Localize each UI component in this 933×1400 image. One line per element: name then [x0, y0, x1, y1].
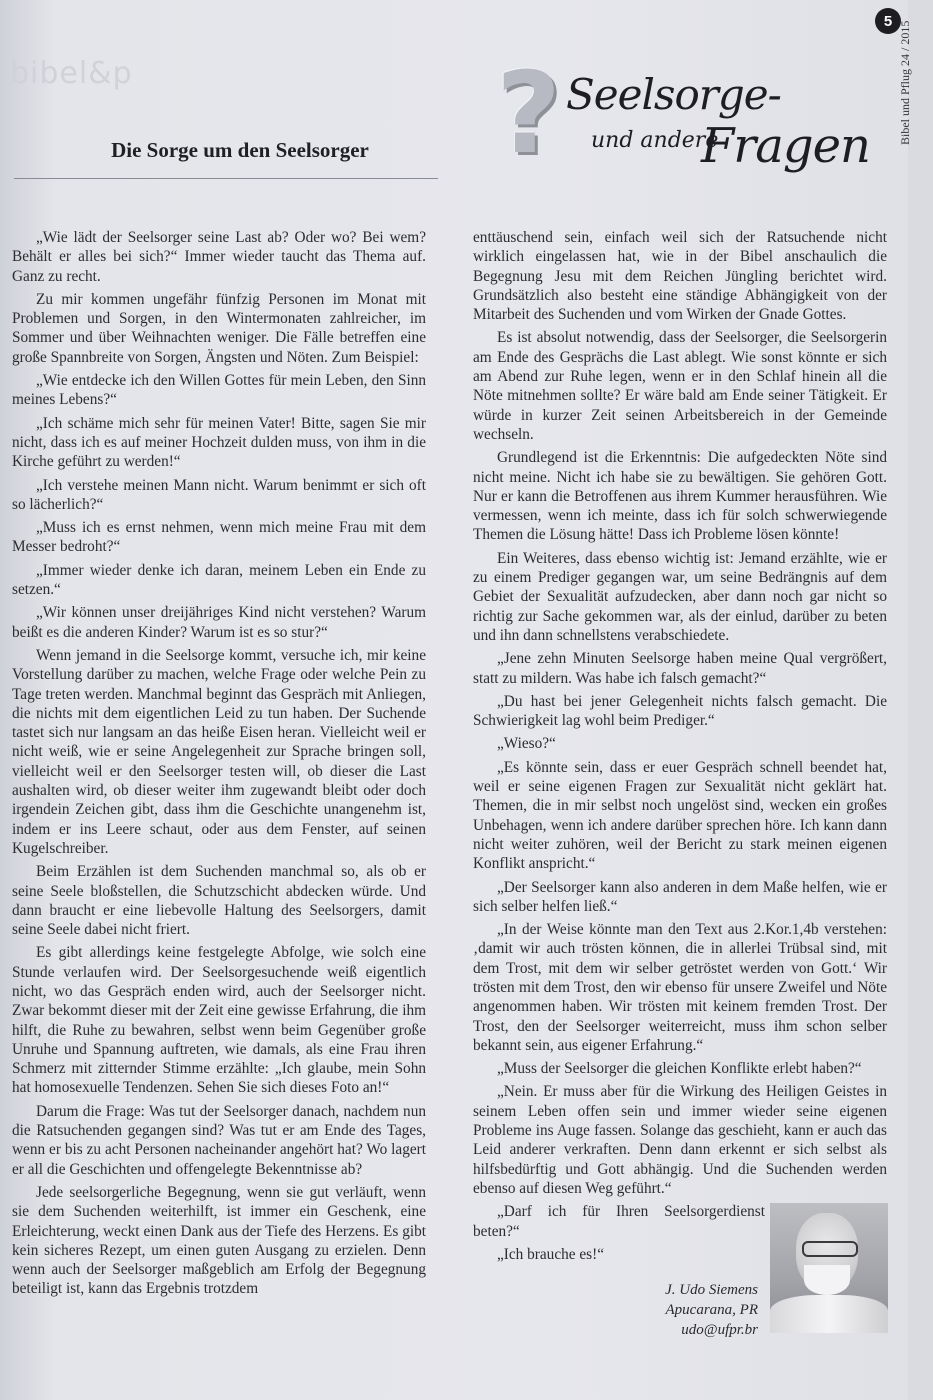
paragraph: enttäuschend sein, einfach weil sich der Ratsuchende nicht wirklich eingelassen hat, wie in der Bibel anschaulich die Begegnung Jesu mit dem Reichen Jüngling berichtet wird. Grundsätzlich also besteht eine ständige Abhängigkeit von der Mitarbeit des Suchenden und vom Wirken der Gnade Gottes. [473, 229, 887, 324]
paragraph: „In der Weise könnte man den Text aus 2.Kor.1,4b verstehen: ‚damit wir auch trösten können, die in allerlei Trübsal sind, mit dem Trost, mit dem wir selber getröstet werden von Gott.‘ Wir trösten mit dem Trost, den wir ebenso für unsere Zweifel und Nöte angenommen haben. Wir trösten mit keinem fremden Trost. Der Trost, den der Seelsorger weiterreicht, muss ihm schon selber bekannt sein, aus eigener Erfahrung.“ [473, 921, 887, 1054]
author-email: udo@ufpr.br [681, 1322, 758, 1338]
paragraph: Ein Weiteres, dass ebenso wichtig ist: Jemand erzählte, wie er zu einem Prediger gegangen war, um seine Bedrängnis auf dem Gebiet der Sexualität aufzudecken, aber dann noch gar nicht so richtig zur Sache gekommen war, als der einlud, darüber zu beten und ihn dann schnellstens verabschiedete. [473, 549, 887, 644]
paragraph: „Muss der Seelsorger die gleichen Konflikte erlebt haben?“ [497, 1060, 862, 1078]
author-location: Apucarana, PR [665, 1302, 758, 1318]
paragraph: Grundlegend ist die Erkenntnis: Die aufgedeckten Nöte sind nicht meine. Nicht ich habe sie zu bewältigen. Sie gehören Gott. Nur er kann die Betroffenen aus ihrem Kummer herausführen. Wie vermessen, wenn ich meinte, dass ich für solch schwerwiegende Themen die Lösung hätte! Dass ich Probleme lösen könnte! [473, 449, 887, 544]
paragraph: Beim Erzählen ist dem Suchenden manchmal so, als ob er seine Seele bloßstellen, die Schutzschicht abdecken würde. Und dann braucht er eine liebevolle Haltung des Seelsorgers, damit seine Seele dabei nicht friert. [12, 863, 426, 939]
paragraph: „Wie entdecke ich den Willen Gottes für mein Leben, den Sinn meines Lebens?“ [12, 372, 426, 409]
paragraph: „Ich verstehe meinen Mann nicht. Warum benimmt er sich oft so lächerlich?“ [12, 476, 426, 513]
author-photo [770, 1203, 888, 1333]
paragraph: Jede seelsorgerliche Begegnung, wenn sie gut verläuft, wenn sie dem Suchenden weiterhilft, ist immer ein Geschenk, eine Erleichterung, weckt einen Dank aus der Tiefe des Herzens. Es gibt kein sicheres Rezept, um einen guten Ausgang zu erzielen. Denn wenn auch der Seelsorger maßgeblich am Erfolg der Begegnung beteiligt ist, kann das Ergebnis trotzdem [12, 1183, 426, 1298]
paragraph: „Jene zehn Minuten Seelsorge haben meine Qual vergrößert, statt zu mildern. Was habe ich falsch gemacht?“ [473, 650, 887, 687]
paragraph: „Wir können unser dreijähriges Kind nicht verstehen? Warum beißt es die anderen Kinder? Warum ist es so stur?“ [12, 604, 426, 641]
question-mark-icon: ? [496, 49, 561, 179]
page-edge [908, 0, 933, 1400]
paragraph: „Darf ich für Ihren Seelsorgerdienst beten?“ [473, 1203, 765, 1240]
logo-line-1: Seelsorge- [566, 70, 781, 119]
author-signature [600, 1280, 758, 1340]
portrait-shirt [770, 1295, 888, 1333]
paragraph: „Muss ich es ernst nehmen, wenn mich meine Frau mit dem Messer bedroht?“ [12, 519, 426, 556]
paragraph: Zu mir kommen ungefähr fünfzig Personen im Monat mit Problemen und Sorgen, in den Wintermonaten zahlreicher, im Sommer und über Weihnachten weniger. Die Fälle betreffen eine große Spannbreite von Sorgen, Ängsten und Nöten. Zum Beispiel: [12, 290, 426, 366]
paragraph: „Nein. Er muss aber für die Wirkung des Heiligen Geistes in seinem Leben offen sein und immer wieder seine eigenen Probleme ins Auge fassen. Solange das geschieht, kann er auch das Leid anderer verkraften. Denn dann erkennt er sich selbst als hilfsbedürftig und Gott abhängig. Und die Suchenden werden ebenso auf diesen Weg geführt.“ [473, 1083, 887, 1197]
paragraph: „Ich brauche es!“ [497, 1245, 605, 1263]
paragraph: „Ich schäme mich sehr für meinen Vater! Bitte, sagen Sie mir nicht, dass ich es auf meiner Hochzeit dulden muss, von ihm in die Kirche geführt zu werden!“ [12, 414, 426, 471]
paragraph: „Wieso?“ [497, 735, 556, 753]
portrait-beard [804, 1265, 850, 1295]
paragraph: „Du hast bei jener Gelegenheit nichts falsch gemacht. Die Schwierigkeit lag wohl beim Prediger.“ [473, 692, 887, 730]
title-divider [14, 178, 438, 179]
paragraph: „Es könnte sein, dass er euer Gespräch schnell beendet hat, weil er seine eigenen Fragen zur Sexualität nicht geklärt hat. Themen, die in mir selbst noch ungelöst sind, wecken ein großes Unbehagen, wenn ich andere darüber sprechen höre. Ich kann dann nicht weiter zuhören, weil der Bericht zu stark meinen eigenen Konflikt anspricht.“ [473, 758, 887, 873]
paragraph: Es gibt allerdings keine festgelegte Abfolge, wie solch eine Stunde verlaufen wird. Der Seelsorgesuchende weiß eigentlich nicht, wo das Gespräch enden wird, auch der Seelsorger nicht. Zwar bekommt dieser mit der Zeit eine gewisse Erfahrung, die ihm hilft, die Ruhe zu bewahren, selbst wenn beim Gegenüber große Unruhe und Spannung auftreten, wie damals, als eine Frau ihren Schmerz mit zitternder Stimme erzählte: „Ich glaube, mein Sohn hat homosexuelle Tendenzen. Sehen Sie sich dieses Foto an!“ [12, 944, 426, 1097]
logo-line-2: und andere [591, 128, 719, 153]
paragraph: „Der Seelsorger kann also anderen in dem Maße helfen, wie er sich selber helfen ließ.“ [473, 878, 887, 915]
article-title: Die Sorge um den Seelsorger [111, 138, 369, 162]
watermark-text: bibel&p [10, 56, 133, 91]
paragraph: „Wie lädt der Seelsorger seine Last ab? Oder wo? Bei wem? Behält er alles bei sich?“ Immer wieder taucht das Thema auf. Ganz zu recht. [12, 229, 426, 285]
paragraph: „Immer wieder denke ich daran, meinem Leben ein Ende zu setzen.“ [12, 561, 426, 599]
logo-line-3: Fragen [701, 118, 870, 174]
publication-reference: Bibel und Pflug 24 / 2015 [898, 20, 912, 145]
paragraph: Darum die Frage: Was tut der Seelsorger danach, nachdem nun die Ratsuchenden gegangen sind? Was tut er am Ende des Tages, wenn er bis zu acht Personen nacheinander angehört hat? Wo lagert er all die Geschichten und offengelegte Bekenntnisse ab? [12, 1102, 426, 1178]
article-column-right [473, 228, 887, 1268]
section-logo [496, 49, 870, 188]
paragraph: Es ist absolut notwendig, dass der Seelsorger, die Seelsorgerin am Ende des Gesprächs die Last ablegt. Wie sonst könnte er sich am Abend zur Ruhe legen, wenn er in den Schlaf hinein all die Nöte mitnehmen sollte? Er wäre bald am Ende seiner Tätigkeit. Er würde in kurzer Zeit seinen Arbeitsbereich in der Gemeinde wechseln. [473, 329, 887, 443]
page-number-badge: 5 [875, 8, 901, 34]
author-name: J. Udo Siemens [665, 1282, 758, 1298]
portrait-glasses [802, 1241, 858, 1257]
paragraph: Wenn jemand in die Seelsorge kommt, versuche ich, mir keine Vorstellung darüber zu machen, welche Frage oder welche Pein zu Tage treten werden. Manchmal beginnt das Gespräch mit Anliegen, die nichts mit dem eigentlichen Leid zu tun haben. Der Suchende tastet sich nur langsam an das heiße Eisen heran. Vielleicht weil er nicht weiß, wie er seine Angelegenheit zur Sprache bringen soll, vielleicht weil er den Seelsorger testen will, ob dieser die Last aushalten wird, ob dieser weiter ihm zugewandt bleibt oder doch irgendein Zeichen gibt, dass ihm die Geschichte unangenehm ist, indem er ins Leere schaut, oder aus dem Fenster, auf seinen Kugelschreiber. [12, 646, 426, 857]
article-column-left [12, 228, 426, 1299]
